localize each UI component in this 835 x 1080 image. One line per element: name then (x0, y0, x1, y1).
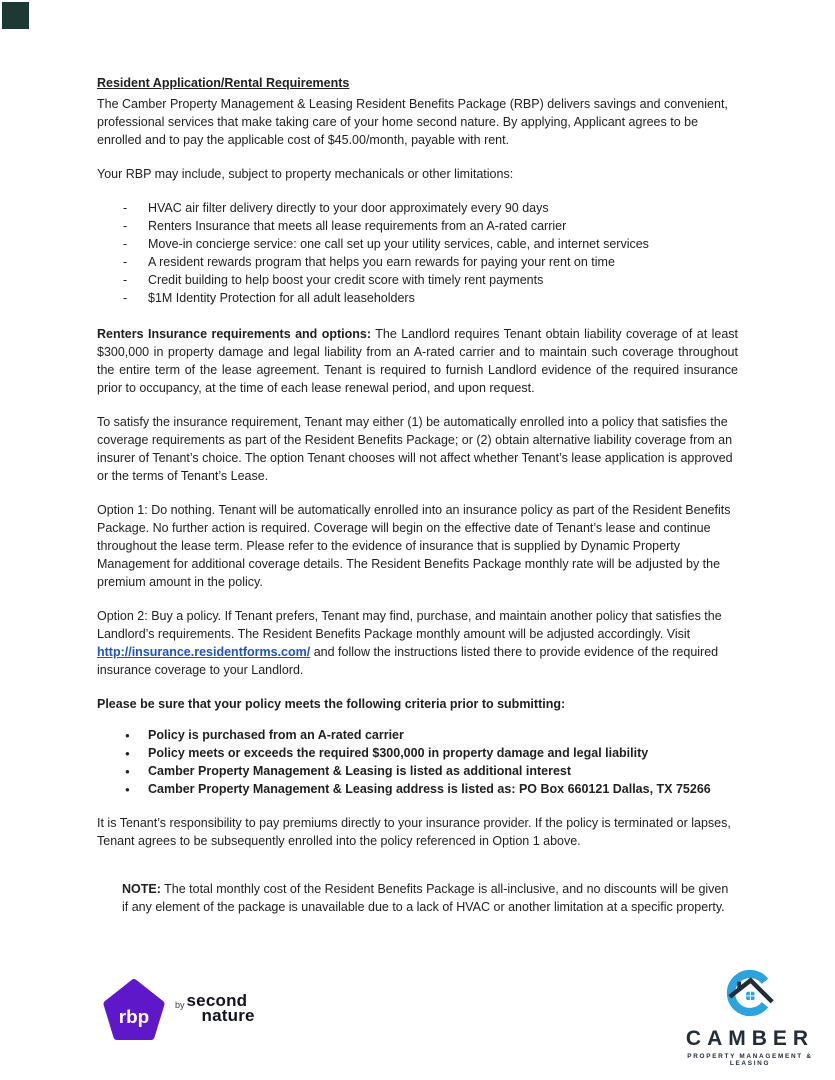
option2-text-after: and follow the instructions listed there to provide evidence of the required insurance coverage to your Landlord. (97, 645, 719, 677)
rbp-include-lead: Your RBP may include, subject to property mechanicals or other limitations: (97, 167, 514, 181)
policy-criteria-list (97, 726, 738, 798)
camber-logo-icon (712, 960, 788, 1026)
list-item: - HVAC air filter delivery directly to your door approximately every 90 days (97, 199, 738, 217)
list-item: - $1M Identity Protection for all adult leaseholders (97, 289, 738, 307)
note-label: NOTE: (122, 882, 161, 896)
brand-line-second: second (186, 991, 248, 1010)
insurance-forms-link[interactable]: http://insurance.residentforms.com/ (97, 645, 311, 659)
list-item: - Move-in concierge service: one call set up your utility services, cable, and internet services (97, 235, 738, 253)
second-nature-text (187, 993, 255, 1023)
list-item: - Credit building to help boost your credit score with timely rent payments (97, 271, 738, 289)
note-paragraph (122, 880, 738, 916)
option2-paragraph (97, 607, 738, 679)
list-item: ● Policy is purchased from an A-rated carrier (97, 726, 738, 744)
by-label: by (175, 1000, 185, 1010)
second-nature-wordmark (175, 993, 255, 1023)
list-item: ● Camber Property Management & Leasing is listed as additional interest (97, 762, 738, 780)
intro-paragraph: The Camber Property Management & Leasing Resident Benefits Package (RBP) delivers savings and convenient, professional services that make taking care of your home second nature. By applying, Applicant agrees to be enrolled and to pay the applicable cost of $45.00/month, payable with rent. (97, 97, 728, 147)
list-item: - A resident rewards program that helps you earn rewards for paying your rent on time (97, 253, 738, 271)
option1-paragraph: Option 1: Do nothing. Tenant will be automatically enrolled into an insurance policy as part of the Resident Benefits Package. No further action is required. Coverage will begin on the effective date of Tenant’s lease and continue throughout the lease term. Please refer to the evidence of insurance that is supplied by Dynamic Property Management for additional coverage details. The Resident Benefits Package monthly rate will be adjusted by the premium amount in the policy. (97, 503, 731, 589)
responsibility-paragraph: It is Tenant’s responsibility to pay premiums directly to your insurance provider. If the policy is terminated or lapses, Tenant agrees to be subsequently enrolled into the policy referenced in Option 1 above. (97, 816, 731, 848)
brand-line-nature: nature (201, 1006, 255, 1025)
camber-tagline: PROPERTY MANAGEMENT & LEASING (687, 1053, 813, 1067)
note-text: The total monthly cost of the Resident Benefits Package is all-inclusive, and no discounts will be given if any element of the package is unavailable due to a lack of HVAC or another limitation at a specific property. (122, 882, 729, 914)
renters-insurance-paragraph (97, 325, 738, 397)
camber-brand-name: CAMBER (685, 1027, 815, 1050)
list-item: ● Camber Property Management & Leasing address is listed as: PO Box 660121 Dallas, TX 75266 (97, 780, 738, 798)
document-body (97, 74, 738, 932)
list-item: ● Policy meets or exceeds the required $300,000 in property damage and legal liability (97, 744, 738, 762)
renters-insurance-text: The Landlord requires Tenant obtain liability coverage of at least $300,000 in property damage and legal liability from an A-rated carrier and to maintain such coverage throughout the entire term of the lease agreement. Tenant is required to furnish Landlord evidence of the required insurance prior to occupancy, at the time of each lease renewal period, and upon request. (97, 327, 738, 395)
camber-logo (672, 960, 828, 1067)
rbp-second-nature-logo (99, 976, 255, 1046)
criteria-lead: Please be sure that your policy meets the following criteria prior to submitting: (97, 697, 566, 711)
satisfy-requirement-paragraph: To satisfy the insurance requirement, Tenant may either (1) be automatically enrolled into a policy that satisfies the coverage requirements as part of the Resident Benefits Package; or (2) obtain alternative liability coverage from an insurer of Tenant’s choice. The option Tenant chooses will not affect whether Tenant’s lease application is approved or the terms of Tenant’s Lease. (97, 415, 733, 483)
option2-text-before: Option 2: Buy a policy. If Tenant prefers, Tenant may find, purchase, and maintain another policy that satisfies the Landlord’s requirements. The Resident Benefits Package monthly amount will be adjusted accordingly. Visit (97, 609, 722, 641)
page-title: Resident Application/Rental Requirements (97, 76, 350, 90)
list-item: - Renters Insurance that meets all lease requirements from an A-rated carrier (97, 217, 738, 235)
rbp-logo-icon (99, 976, 169, 1046)
svg-text:rbp: rbp (118, 1006, 150, 1028)
rbp-benefits-list (97, 199, 738, 307)
renters-insurance-heading: Renters Insurance requirements and options: (97, 327, 372, 341)
dark-corner-square (2, 2, 29, 29)
